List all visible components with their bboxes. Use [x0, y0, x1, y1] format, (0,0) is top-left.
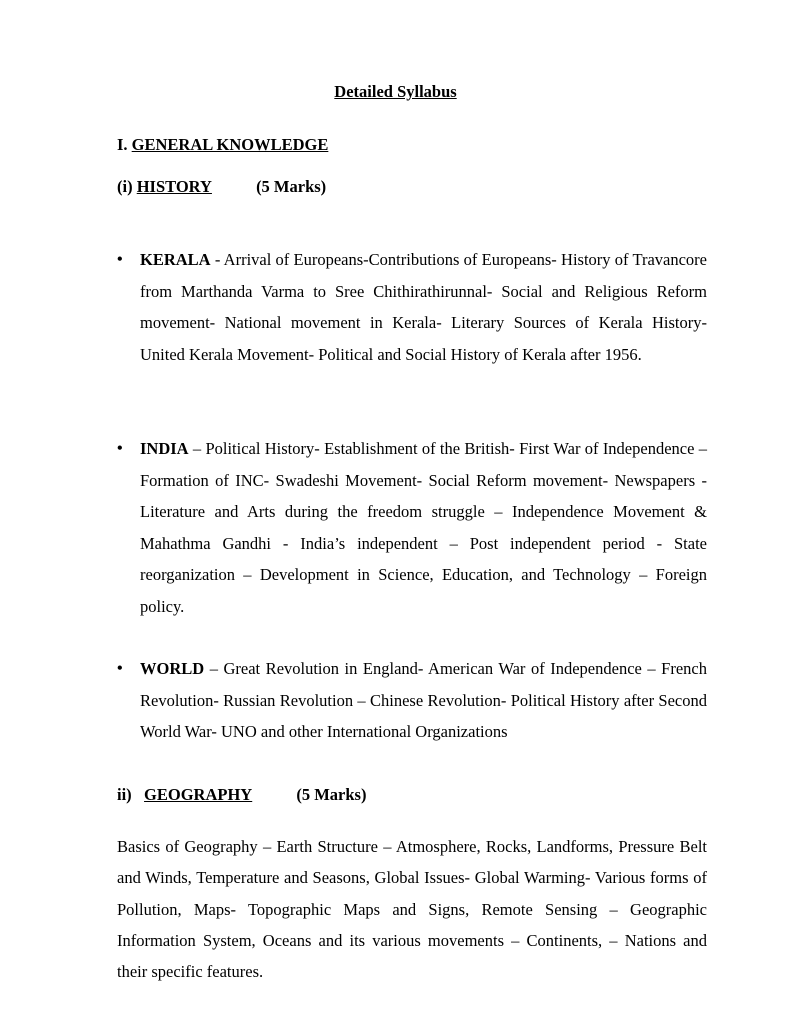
subsection-heading-geography: [117, 785, 366, 805]
topic-key: KERALA: [140, 250, 211, 269]
topic-key: WORLD: [140, 659, 205, 678]
subsection-number: ii): [117, 785, 132, 804]
subsection-name: GEOGRAPHY: [144, 785, 253, 804]
section-heading-general-knowledge: [117, 135, 328, 155]
bullet-icon: •: [117, 660, 123, 677]
subsection-heading-history: [117, 177, 326, 197]
topic-description: – Political History- Establishment of the British- First War of Independence – Formation of INC- Swadeshi Movement- Social Reform movement- Newspapers - Literature and Arts during the freedom struggle – Independence Movement & Mahathma Gandhi - India’s independent – Post independent period - State reorganization – Development in Science, Education, and Technology – Foreign policy.: [140, 439, 707, 616]
subsection-marks: (5 Marks): [296, 785, 367, 804]
list-item: [117, 653, 707, 748]
topic-description: - Arrival of Europeans-Contributions of Europeans- History of Travancore from Marthanda Varma to Sree Chithirathirunnal- Social and Religious Reform movement- National movement in Kerala- Literary Sources of Kerala History- United Kerala Movement- Political and Social History of Kerala after 1956.: [140, 250, 707, 364]
list-item-text: [140, 653, 707, 748]
list-item: [117, 244, 707, 370]
topic-key: INDIA: [140, 439, 189, 458]
section-name: GENERAL KNOWLEDGE: [131, 135, 329, 154]
bullet-icon: •: [117, 440, 123, 457]
list-item: [117, 433, 707, 622]
bullet-icon: •: [117, 251, 123, 268]
section-number: I.: [117, 135, 128, 154]
list-item-text: [140, 433, 707, 622]
list-item-text: [140, 244, 707, 370]
topic-description: – Great Revolution in England- American War of Independence – French Revolution- Russian Revolution – Chinese Revolution- Political History after Second World War- UNO and other International Organizations: [140, 659, 707, 741]
subsection-marks: (5 Marks): [256, 177, 327, 196]
subsection-name: HISTORY: [136, 177, 212, 196]
geography-description: Basics of Geography – Earth Structure – Atmosphere, Rocks, Landforms, Pressure Belt and Winds, Temperature and Seasons, Global Issues- Global Warming- Various forms of Pollution, Maps- Topographic Maps and Signs, Remote Sensing – Geographic Information System, Oceans and its various movements – Continents, – Nations and their specific features.: [117, 837, 707, 982]
subsection-number: (i): [117, 177, 133, 196]
page-title: Detailed Syllabus: [334, 82, 457, 101]
